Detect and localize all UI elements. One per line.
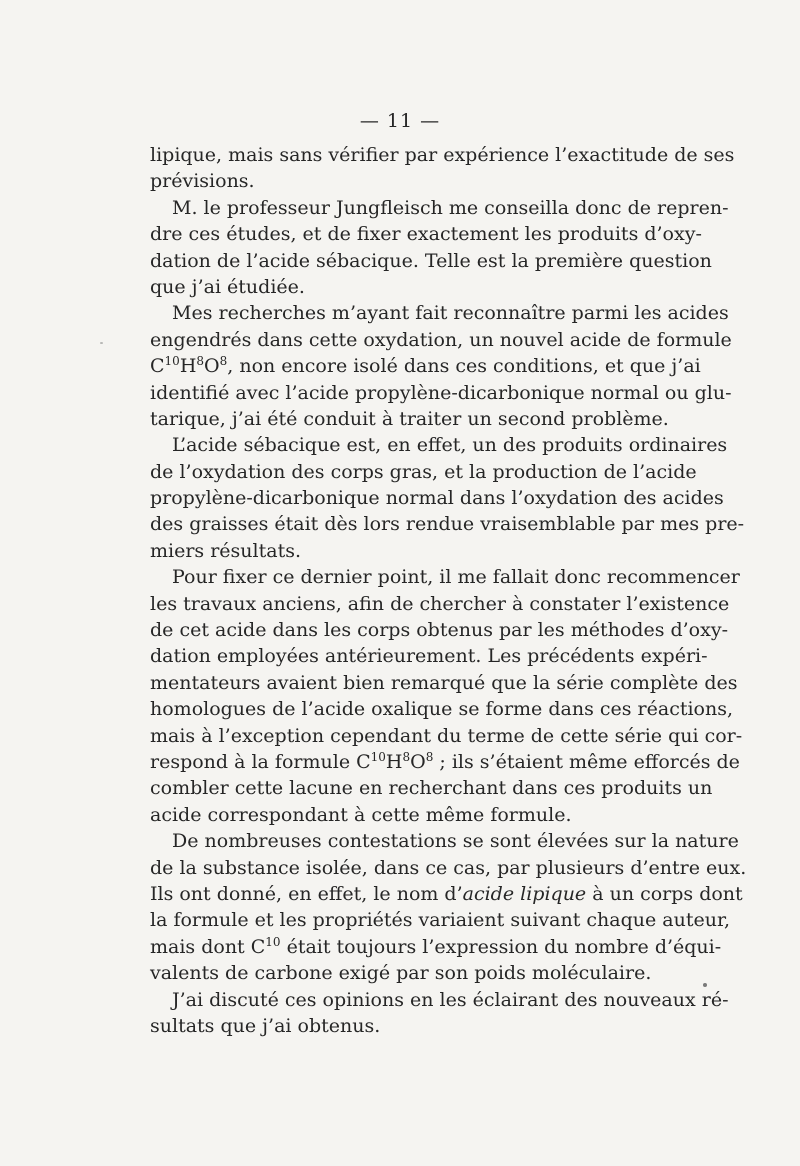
text-line: J’ai discuté ces opinions en les éclairant des nouveaux ré- <box>172 988 729 1011</box>
paragraph <box>150 195 729 301</box>
text-line: acide correspondant à cette même formule. <box>150 803 572 826</box>
text-line: sultats que j’ai obtenus. <box>150 1014 381 1037</box>
text-line: dation employées antérieurement. Les précédents expéri- <box>150 645 708 668</box>
text-line: prévisions. <box>150 170 255 193</box>
text-run: 10 <box>370 749 386 764</box>
text-run: 8 <box>425 749 434 764</box>
text-line: mais à l’exception cependant du terme de cette série qui cor- <box>150 724 743 747</box>
text-line: mentateurs avaient bien remarqué que la série complète des <box>150 671 738 694</box>
text-line: M. le professeur Jungfleisch me conseilla donc de repren- <box>172 196 729 219</box>
text-line: valents de carbone exigé par son poids moléculaire. <box>150 962 652 985</box>
text-line: De nombreuses contestations se sont élevées sur la nature <box>172 830 739 853</box>
paragraph <box>150 564 743 828</box>
text-line: que j’ai étudiée. <box>150 275 305 298</box>
text-line: miers résultats. <box>150 539 301 562</box>
text-line: de cet acide dans les corps obtenus par les méthodes d’oxy- <box>150 619 728 642</box>
text-run: mais dont C <box>150 935 266 958</box>
text-run: acide lipique <box>462 882 587 905</box>
text-run: était toujours l’expression du nombre d’équi- <box>280 935 722 958</box>
text-run: 8 <box>196 354 205 369</box>
text-run: ; ils s’étaient même efforcés de <box>433 750 740 773</box>
text-line: combler cette lacune en recherchant dans ces produits un <box>150 777 713 800</box>
text-line: homologues de l’acide oxalique se forme dans ces réactions, <box>150 698 734 721</box>
text-run: C <box>150 355 165 378</box>
text-line <box>150 749 740 775</box>
text-line: les travaux anciens, afin de chercher à constater l’existence <box>150 592 730 615</box>
ink-speck <box>100 342 103 344</box>
text-run: 8 <box>219 354 228 369</box>
text-line <box>150 934 722 960</box>
text-run: O <box>204 355 220 378</box>
text-run: H <box>179 355 197 378</box>
paragraph <box>150 142 735 195</box>
paragraph <box>150 300 732 432</box>
text-line: la formule et les propriétés variaient suivant chaque auteur, <box>150 909 730 932</box>
text-run: 10 <box>265 934 281 949</box>
text-run: , non encore isolé dans ces conditions, et que j’ai <box>227 355 701 378</box>
text-line: L’acide sébacique est, en effet, un des produits ordinaires <box>172 434 728 457</box>
text-line: identifié avec l’acide propylène-dicarbonique normal ou glu- <box>150 381 732 404</box>
text-run: respond à la formule C <box>150 750 371 773</box>
text-run: à un corps dont <box>586 882 743 905</box>
text-line: lipique, mais sans vérifier par expérience l’exactitude de ses <box>150 144 735 166</box>
text-run: H <box>385 750 403 773</box>
paragraph <box>150 828 747 986</box>
text-run: 8 <box>402 749 411 764</box>
text-line: Pour fixer ce dernier point, il me fallait donc recommencer <box>172 566 740 589</box>
text-line: dre ces études, et de fixer exactement les produits d’oxy- <box>150 223 702 246</box>
text-line: tarique, j’ai été conduit à traiter un second problème. <box>150 407 669 430</box>
text-line: Mes recherches m’ayant fait reconnaître parmi les acides <box>172 302 729 325</box>
text-run: Ils ont donné, en effet, le nom d’ <box>150 882 463 905</box>
text-line <box>150 881 743 907</box>
text-line <box>150 353 701 379</box>
text-run: O <box>410 750 426 773</box>
text-line: dation de l’acide sébacique. Telle est la première question <box>150 249 712 272</box>
page-number: — 11 — <box>359 110 441 132</box>
text-run: 10 <box>164 354 180 369</box>
body-text <box>150 142 747 1039</box>
text-line: des graisses était dès lors rendue vraisemblable par mes pre- <box>150 513 745 536</box>
text-line: de l’oxydation des corps gras, et la production de l’acide <box>150 460 697 483</box>
paragraph <box>150 432 745 564</box>
text-line: engendrés dans cette oxydation, un nouvel acide de formule <box>150 328 732 351</box>
ink-speck <box>703 983 707 987</box>
paragraph <box>150 987 729 1040</box>
text-line: propylène-dicarbonique normal dans l’oxydation des acides <box>150 487 724 510</box>
text-line: de la substance isolée, dans ce cas, par plusieurs d’entre eux. <box>150 856 747 879</box>
